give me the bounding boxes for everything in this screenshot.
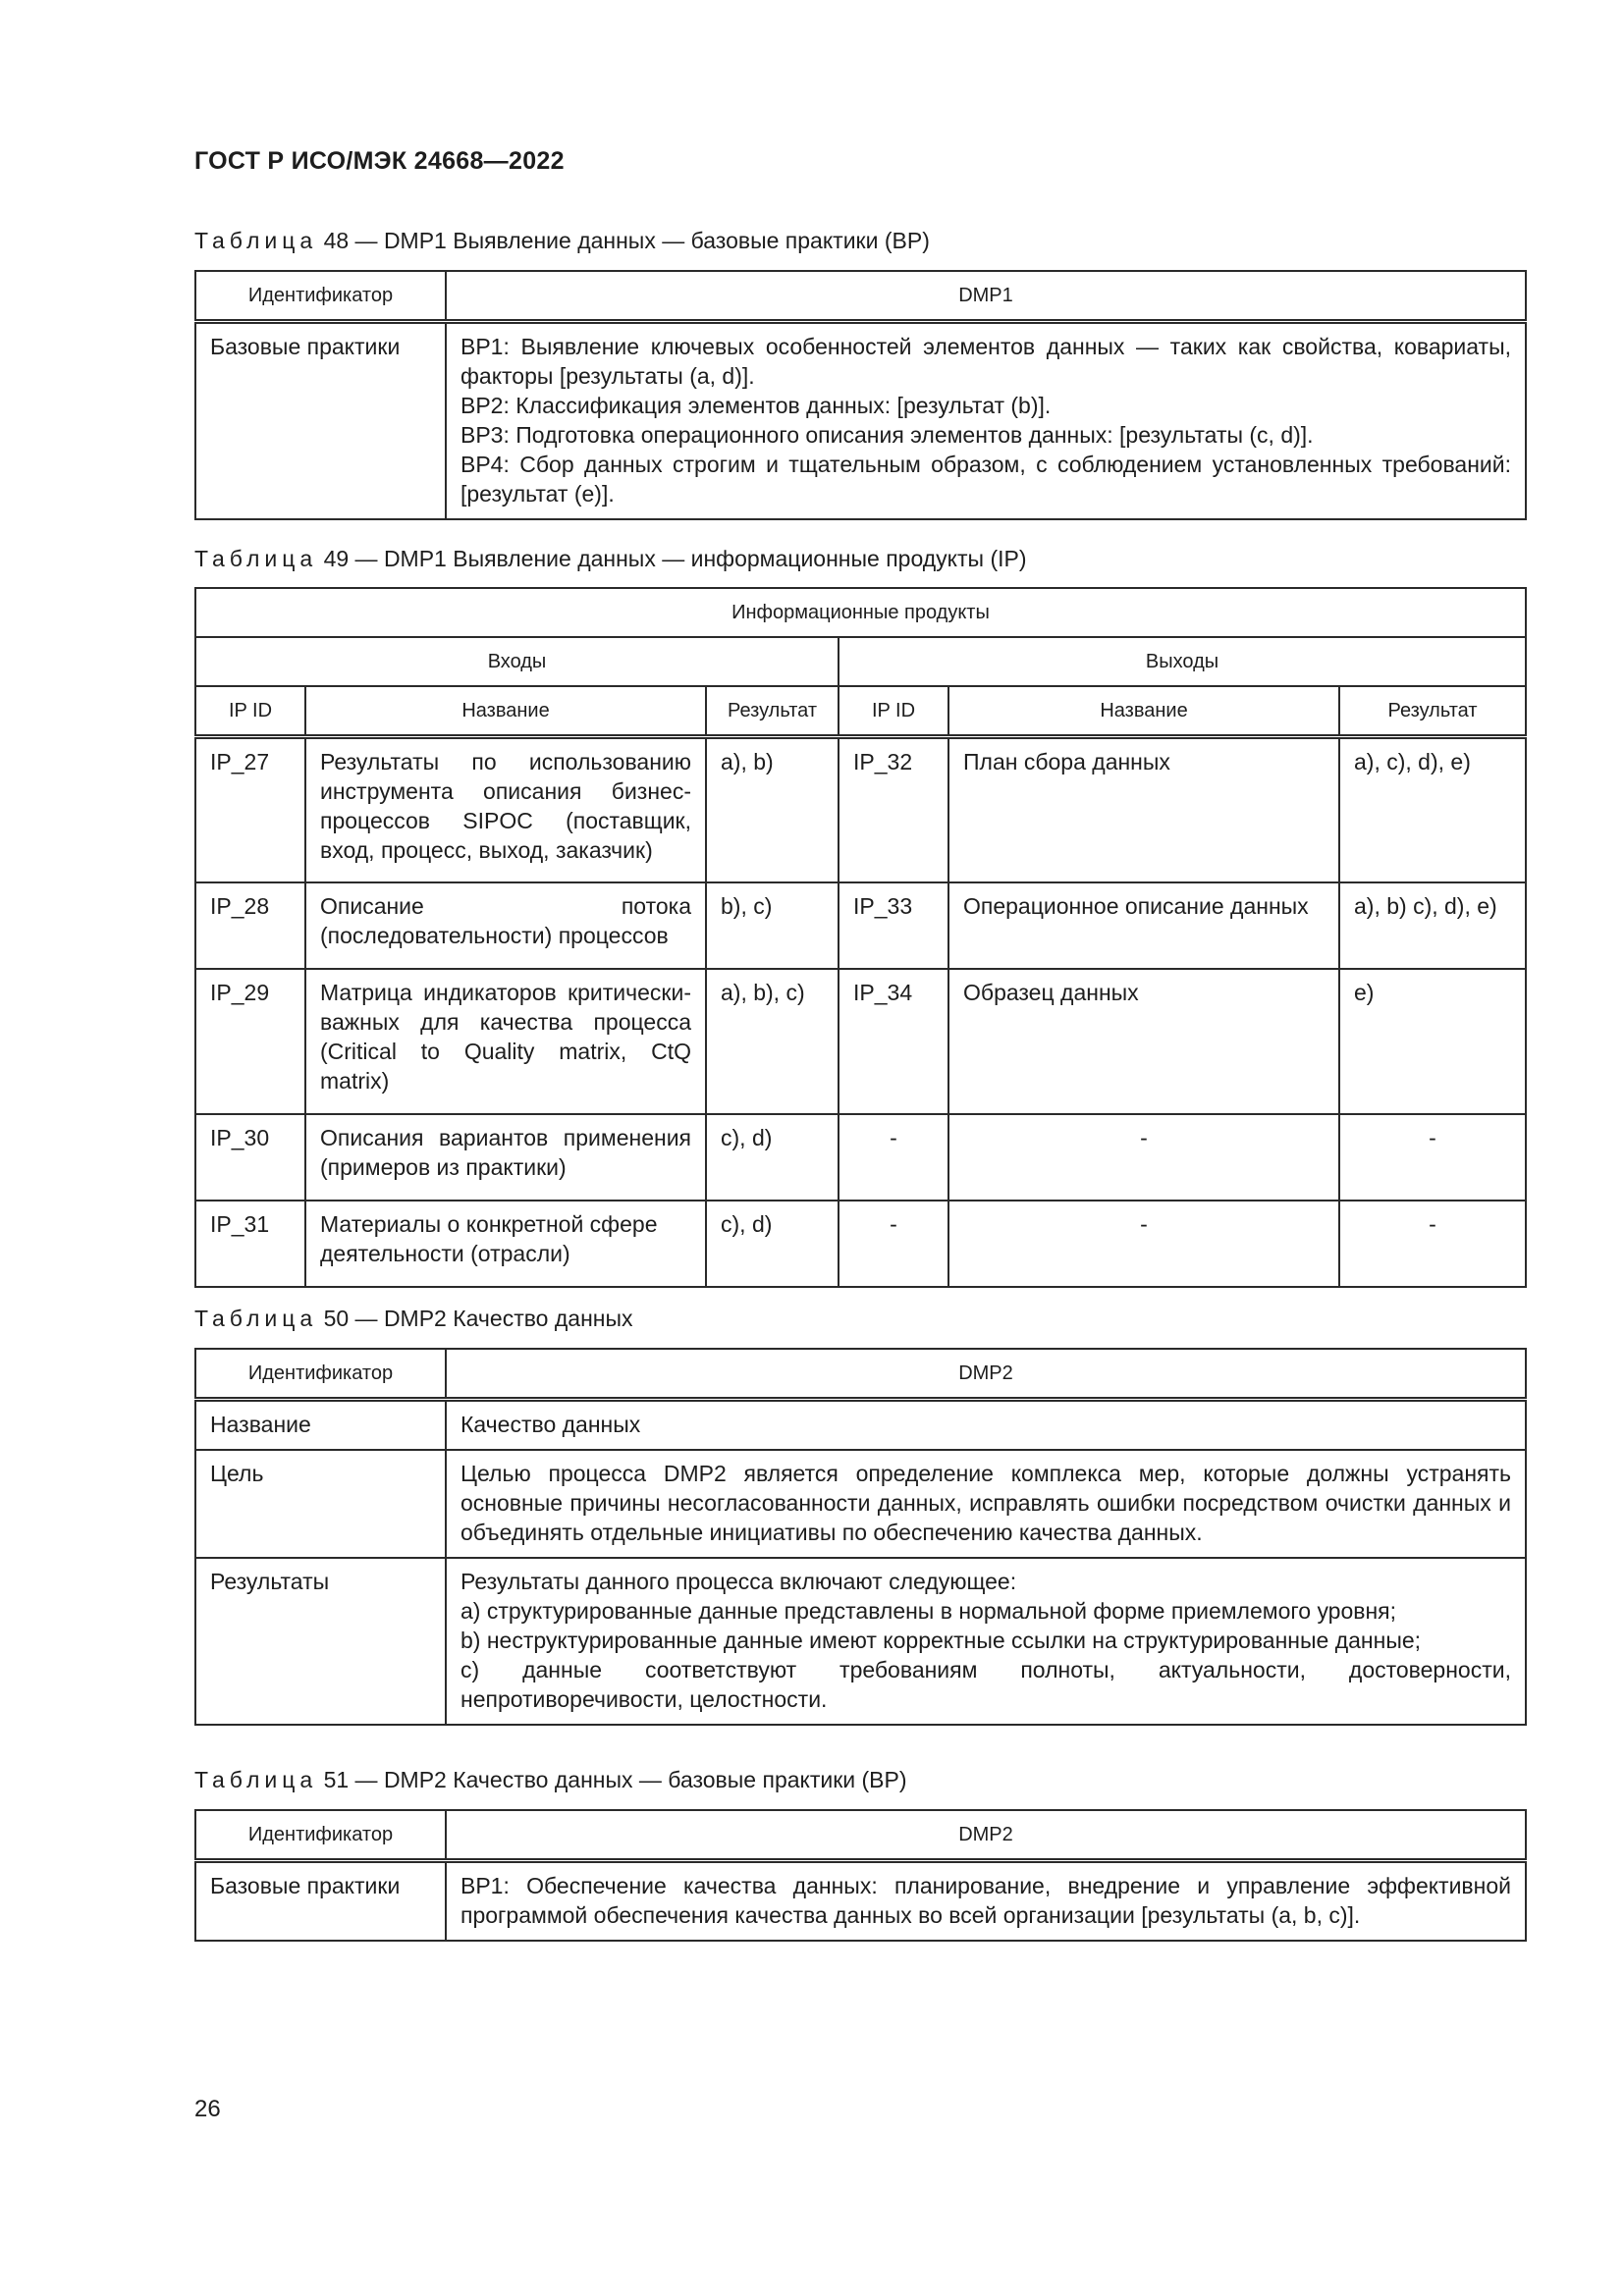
out-name-cell: Операционное описание данных: [948, 882, 1339, 969]
information-products-header: Информационные продукты: [195, 588, 1526, 637]
caption-word: Таблица: [194, 1306, 318, 1331]
caption-text: 48 — DMP1 Выявление данных — базовые практики (BP): [323, 228, 930, 253]
out-id-cell: IP_33: [839, 882, 948, 969]
in-name-cell: Результаты по использованию инструмента описания бизнес-процессов SIPOC (поставщик, вход, процесс, выход, заказчик): [305, 737, 706, 882]
column-header-out-name: Название: [948, 686, 1339, 737]
table-49: [194, 587, 1527, 1288]
out-result-cell: e): [1339, 969, 1526, 1114]
table-48-caption: [194, 228, 930, 254]
base-practice-cell: BP1: Обеспечение качества данных: планирование, внедрение и управление эффективной программой обеспечения качества данных во всей организации [результаты (a, b, c)].: [446, 1861, 1526, 1942]
practice-bp4: BP4: Сбор данных строгим и тщательным образом, с соблюдением установленных требований: [результат (e)].: [460, 452, 1511, 507]
in-result-cell: c), d): [706, 1114, 839, 1201]
table-row: [195, 1114, 1526, 1201]
in-id-cell: IP_28: [195, 882, 305, 969]
column-header-identifier: Идентификатор: [195, 1810, 446, 1861]
in-id-cell: IP_30: [195, 1114, 305, 1201]
table-49-caption: [194, 546, 1027, 572]
outputs-header: Выходы: [839, 637, 1526, 686]
out-id-cell: IP_34: [839, 969, 948, 1114]
in-name-cell: Описание потока (последовательности) процессов: [305, 882, 706, 969]
table-row: [195, 882, 1526, 969]
goal-value-cell: Целью процесса DMP2 является определение комплекса мер, которые должны устранять основные причины несогласованности данных, исправлять ошибки посредством очистки данных и объединять отдельные инициативы по обеспечению качества данных.: [446, 1450, 1526, 1558]
page-number: 26: [194, 2096, 221, 2122]
caption-text: 50 — DMP2 Качество данных: [323, 1306, 633, 1331]
row-label-results: Результаты: [195, 1558, 446, 1725]
column-header-in-name: Название: [305, 686, 706, 737]
table-48: [194, 270, 1527, 520]
row-label-name: Название: [195, 1400, 446, 1451]
row-label-goal: Цель: [195, 1450, 446, 1558]
in-id-cell: IP_27: [195, 737, 305, 882]
in-result-cell: c), d): [706, 1201, 839, 1287]
column-header-in-result: Результат: [706, 686, 839, 737]
column-header-out-id: IP ID: [839, 686, 948, 737]
result-item-b: b) неструктурированные данные имеют корректные ссылки на структурированные данные;: [460, 1628, 1422, 1653]
table-51: [194, 1809, 1527, 1942]
in-name-cell: Матрица индикаторов критически-важных для качества процесса (Critical to Quality matrix, CtQ matrix): [305, 969, 706, 1114]
table-51-caption: [194, 1767, 907, 1793]
table-50-caption: [194, 1306, 633, 1332]
out-result-cell: a), c), d), e): [1339, 737, 1526, 882]
in-name-cell: Описания вариантов применения (примеров из практики): [305, 1114, 706, 1201]
results-intro: Результаты данного процесса включают следующее:: [460, 1569, 1017, 1594]
table-row: [195, 969, 1526, 1114]
column-header-dmp1: DMP1: [446, 271, 1526, 322]
column-header-out-result: Результат: [1339, 686, 1526, 737]
practice-bp2: BP2: Классификация элементов данных: [результат (b)].: [460, 393, 1052, 418]
column-header-in-id: IP ID: [195, 686, 305, 737]
base-practices-cell: [446, 322, 1526, 520]
practice-bp1: BP1: Выявление ключевых особенностей элементов данных — таких как свойства, ковариаты, факторы [результаты (a, d)].: [460, 334, 1511, 389]
row-label-base-practices: Базовые практики: [195, 1861, 446, 1942]
in-id-cell: IP_29: [195, 969, 305, 1114]
out-result-cell: a), b) c), d), e): [1339, 882, 1526, 969]
column-header-identifier: Идентификатор: [195, 271, 446, 322]
caption-word: Таблица: [194, 546, 318, 571]
inputs-header: Входы: [195, 637, 839, 686]
in-result-cell: a), b), c): [706, 969, 839, 1114]
caption-text: 51 — DMP2 Качество данных — базовые практики (BP): [323, 1767, 907, 1792]
name-value-cell: Качество данных: [446, 1400, 1526, 1451]
out-id-cell: -: [839, 1114, 948, 1201]
caption-word: Таблица: [194, 1767, 318, 1792]
column-header-dmp2: DMP2: [446, 1349, 1526, 1400]
column-header-identifier: Идентификатор: [195, 1349, 446, 1400]
column-header-dmp2: DMP2: [446, 1810, 1526, 1861]
in-result-cell: b), c): [706, 882, 839, 969]
result-item-a: a) структурированные данные представлены в нормальной форме приемлемого уровня;: [460, 1598, 1397, 1624]
out-id-cell: IP_32: [839, 737, 948, 882]
result-item-c: c) данные соответствуют требованиям полноты, актуальности, достоверности, непротиворечивости, целостности.: [460, 1657, 1511, 1712]
caption-text: 49 — DMP1 Выявление данных — информационные продукты (IP): [323, 546, 1027, 571]
practice-bp3: BP3: Подготовка операционного описания элементов данных: [результаты (c, d)].: [460, 422, 1314, 448]
out-name-cell: План сбора данных: [948, 737, 1339, 882]
table-row: [195, 1201, 1526, 1287]
table-row: [195, 737, 1526, 882]
out-id-cell: -: [839, 1201, 948, 1287]
in-name-cell: Материалы о конкретной сфере деятельности (отрасли): [305, 1201, 706, 1287]
out-name-cell: Образец данных: [948, 969, 1339, 1114]
in-id-cell: IP_31: [195, 1201, 305, 1287]
out-name-cell: -: [948, 1114, 1339, 1201]
results-value-cell: [446, 1558, 1526, 1725]
in-result-cell: a), b): [706, 737, 839, 882]
row-label-base-practices: Базовые практики: [195, 322, 446, 520]
out-result-cell: -: [1339, 1114, 1526, 1201]
out-name-cell: -: [948, 1201, 1339, 1287]
out-result-cell: -: [1339, 1201, 1526, 1287]
table-50: [194, 1348, 1527, 1726]
caption-word: Таблица: [194, 228, 318, 253]
document-header: ГОСТ Р ИСО/МЭК 24668—2022: [194, 147, 565, 175]
